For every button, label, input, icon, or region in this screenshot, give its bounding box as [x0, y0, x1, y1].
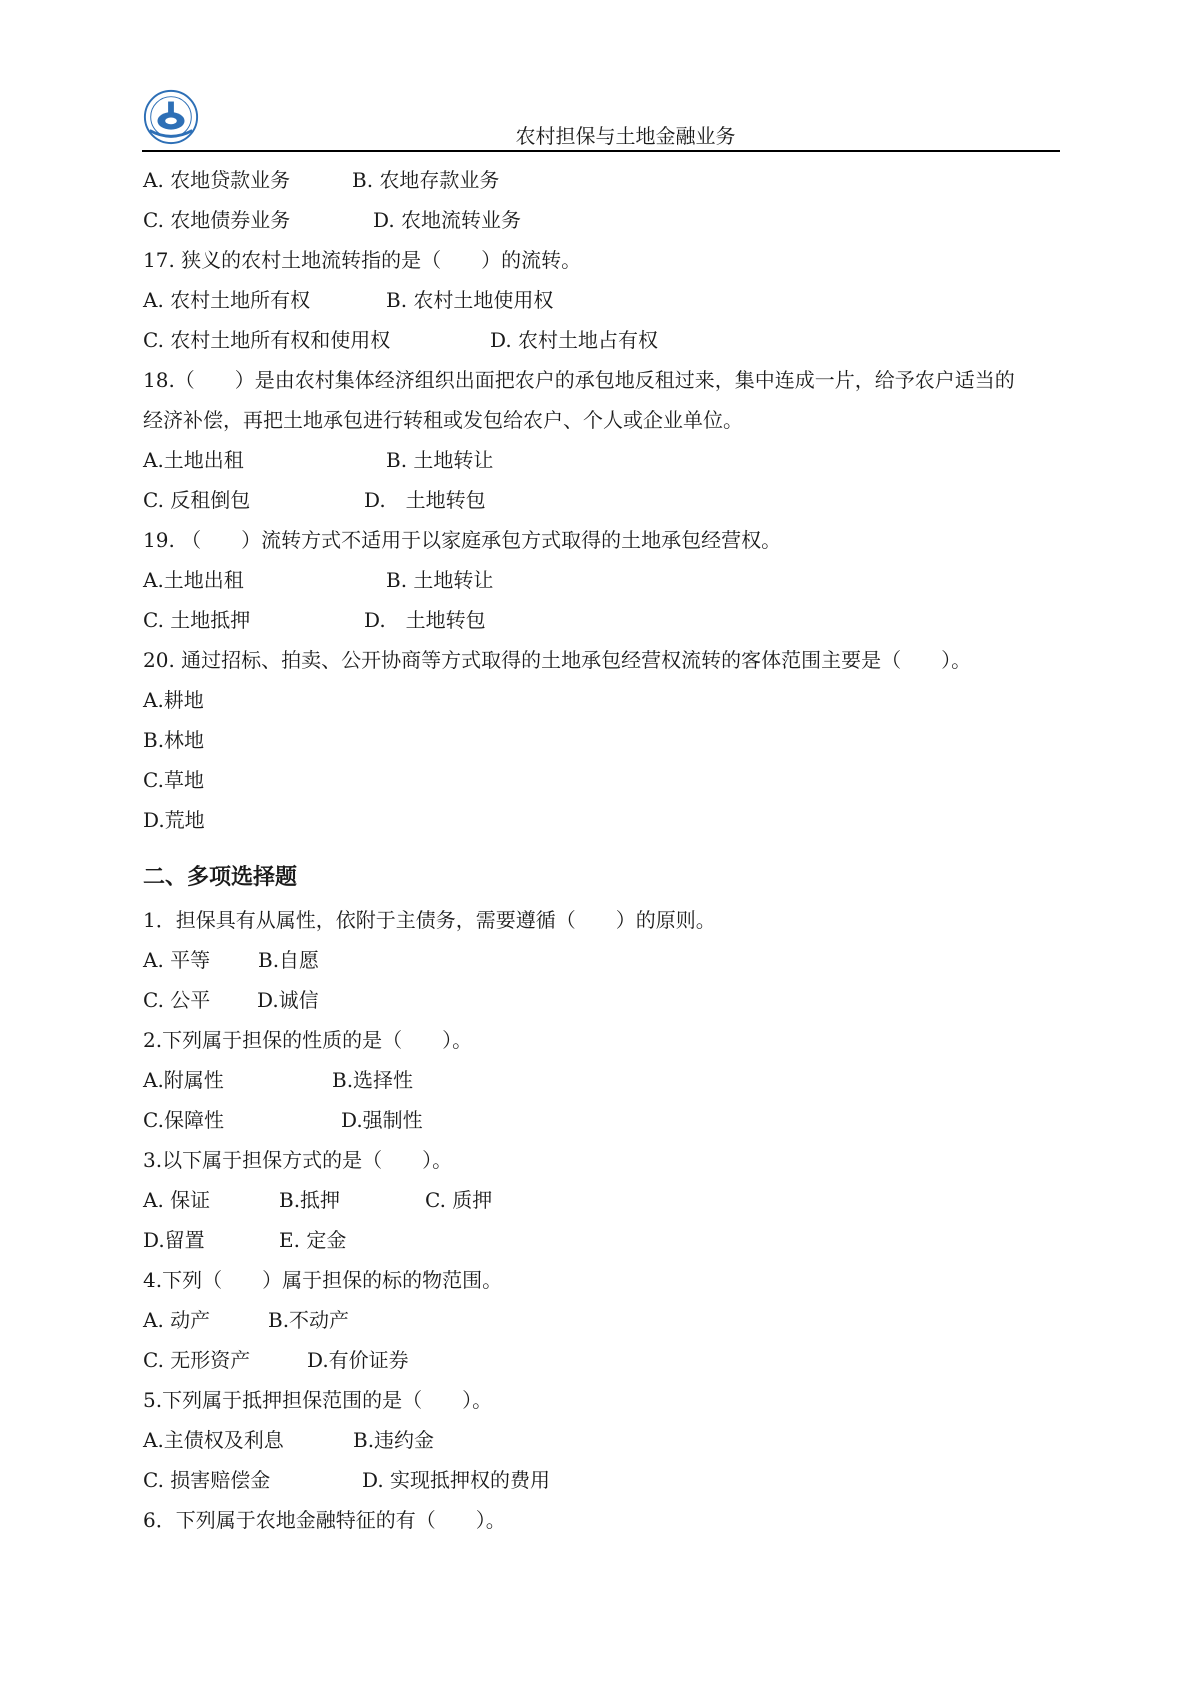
question-20	[143, 640, 1063, 680]
option-line	[143, 280, 1063, 320]
option-b: B.不动产	[268, 1308, 350, 1332]
option-line	[143, 980, 1063, 1020]
option-line	[143, 940, 1063, 980]
option-line	[143, 440, 1063, 480]
question-3	[143, 1140, 1063, 1180]
question-text: 20. 通过招标、拍卖、公开协商等方式取得的土地承包经营权流转的客体范围主要是（ ）。	[143, 648, 972, 672]
question-text: 17. 狭义的农村土地流转指的是（ ）的流转。	[143, 248, 582, 272]
option-a: A.耕地	[143, 688, 204, 712]
question-text: 6．下列属于农地金融特征的有（ ）。	[143, 1508, 506, 1532]
option-d: D. 土地转包	[364, 608, 486, 632]
question-4	[143, 1260, 1063, 1300]
question-5	[143, 1380, 1063, 1420]
option-a: A.主债权及利息	[143, 1428, 284, 1452]
option-b: B.自愿	[258, 948, 320, 972]
option-a: A. 动产	[143, 1308, 211, 1332]
question-18-continued	[143, 400, 1063, 440]
option-b: B. 农地存款业务	[352, 168, 500, 192]
option-a: A. 保证	[143, 1188, 211, 1212]
option-b: B.林地	[143, 728, 205, 752]
question-text: 2.下列属于担保的性质的是（ ）。	[143, 1028, 473, 1052]
question-19	[143, 520, 1063, 560]
option-d: D. 土地转包	[364, 488, 486, 512]
option-b: B.抵押	[279, 1188, 341, 1212]
question-18	[143, 360, 1063, 400]
option-d: D.有价证券	[307, 1348, 409, 1372]
option-a: A. 农地贷款业务	[143, 168, 291, 192]
option-line	[143, 1220, 1063, 1260]
option-d: D. 农地流转业务	[373, 208, 522, 232]
header-divider	[142, 150, 1060, 152]
question-1	[143, 900, 1063, 940]
question-6	[143, 1500, 1063, 1540]
question-17	[143, 240, 1063, 280]
question-text: 经济补偿，再把土地承包进行转租或发包给农户、个人或企业单位。	[143, 408, 743, 432]
option-a: A. 农村土地所有权	[143, 288, 311, 312]
option-c: C. 农地债券业务	[143, 208, 291, 232]
option-c: C. 质押	[425, 1188, 493, 1212]
question-2	[143, 1020, 1063, 1060]
option-d: D.荒地	[143, 808, 205, 832]
option-a: A.附属性	[143, 1068, 224, 1092]
option-line	[143, 600, 1063, 640]
question-text: 1．担保具有从属性，依附于主债务，需要遵循（ ）的原则。	[143, 908, 716, 932]
option-b: B.选择性	[332, 1068, 414, 1092]
option-b: B. 农村土地使用权	[386, 288, 554, 312]
option-line	[143, 1340, 1063, 1380]
option-d: D.强制性	[341, 1108, 423, 1132]
question-text: 3.以下属于担保方式的是（ ）。	[143, 1148, 453, 1172]
question-text: 19. （ ）流转方式不适用于以家庭承包方式取得的土地承包经营权。	[143, 528, 782, 552]
section-title: 二、多项选择题	[143, 865, 298, 890]
option-line	[143, 480, 1063, 520]
question-text: 4.下列（ ）属于担保的标的物范围。	[143, 1268, 503, 1292]
option-d: D. 农村土地占有权	[490, 328, 659, 352]
option-d: D. 实现抵押权的费用	[362, 1468, 551, 1492]
option-b: B. 土地转让	[386, 448, 494, 472]
option-b: B. 土地转让	[386, 568, 494, 592]
option-line	[143, 320, 1063, 360]
header-title: 农村担保与土地金融业务	[515, 124, 736, 148]
option-line	[143, 1420, 1063, 1460]
option-c: C. 公平	[143, 988, 211, 1012]
option-line	[143, 1060, 1063, 1100]
option-line	[143, 160, 1063, 200]
option-line	[143, 1460, 1063, 1500]
option-a: A. 平等	[143, 948, 211, 972]
option-c: C.保障性	[143, 1108, 224, 1132]
option-line	[143, 1180, 1063, 1220]
question-text: 5.下列属于抵押担保范围的是（ ）。	[143, 1388, 493, 1412]
option-c: C.草地	[143, 768, 204, 792]
option-a: A.土地出租	[143, 448, 244, 472]
option-e: E. 定金	[279, 1228, 347, 1252]
option-c: C. 农村土地所有权和使用权	[143, 328, 391, 352]
option-d: D.留置	[143, 1228, 205, 1252]
option-d: D.诚信	[257, 988, 319, 1012]
option-b: B.违约金	[353, 1428, 435, 1452]
option-line	[143, 560, 1063, 600]
option-line	[143, 200, 1063, 240]
option-c: C. 土地抵押	[143, 608, 251, 632]
option-a: A.土地出租	[143, 568, 244, 592]
question-text: 18.（ ）是由农村集体经济组织出面把农户的承包地反租过来，集中连成一片，给予农户适当的	[143, 368, 1015, 392]
option-line	[143, 1100, 1063, 1140]
option-c: C. 无形资产	[143, 1348, 251, 1372]
option-line	[143, 1300, 1063, 1340]
question-content	[143, 160, 1063, 1540]
option-c: C. 反租倒包	[143, 488, 251, 512]
option-c: C. 损害赔偿金	[143, 1468, 271, 1492]
